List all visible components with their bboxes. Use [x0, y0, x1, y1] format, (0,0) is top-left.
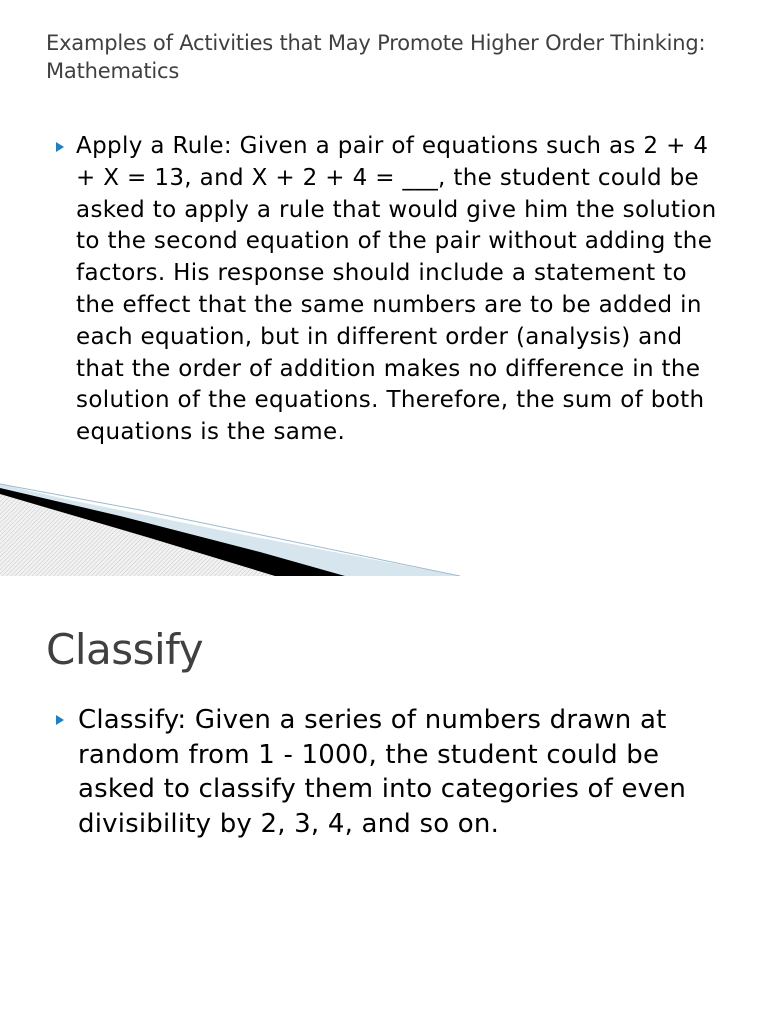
- apply-a-rule-term: Apply a Rule:: [76, 133, 233, 159]
- triangle-bullet-icon: [56, 142, 72, 152]
- classify-description: Given a series of numbers drawn at random from 1 - 1000, the student could be asked to classify them into categories of even divisibility by 2, 3, 4, and so on.: [78, 705, 687, 839]
- triangle-bullet-icon: [56, 715, 72, 725]
- apply-a-rule-description: Given a pair of equations such as 2 + 4 + X = 13, and X + 2 + 4 = ___, the student could be asked to apply a rule that would give him the solution to the second equation of the pair without adding the factors. His response should include a statement to the effect that the same numbers are to be added in each equation, but in different order (analysis) and that the order of addition makes no difference in the solution of the equations. Therefore, the sum of both equations is the same.: [76, 133, 717, 446]
- slide-2-bullet-item: [56, 703, 724, 841]
- swoosh-decoration: [0, 476, 460, 576]
- slide-2-title: Classify: [46, 625, 204, 674]
- slide-2-bullet-text: [78, 703, 724, 841]
- slide-1-bullet-text: [76, 131, 724, 449]
- classify-term: Classify:: [78, 705, 187, 735]
- slide-1-title: Examples of Activities that May Promote Higher Order Thinking: Mathematics: [46, 31, 706, 83]
- slide-2: [0, 576, 768, 1024]
- slide-1-bullet-item: [56, 131, 724, 449]
